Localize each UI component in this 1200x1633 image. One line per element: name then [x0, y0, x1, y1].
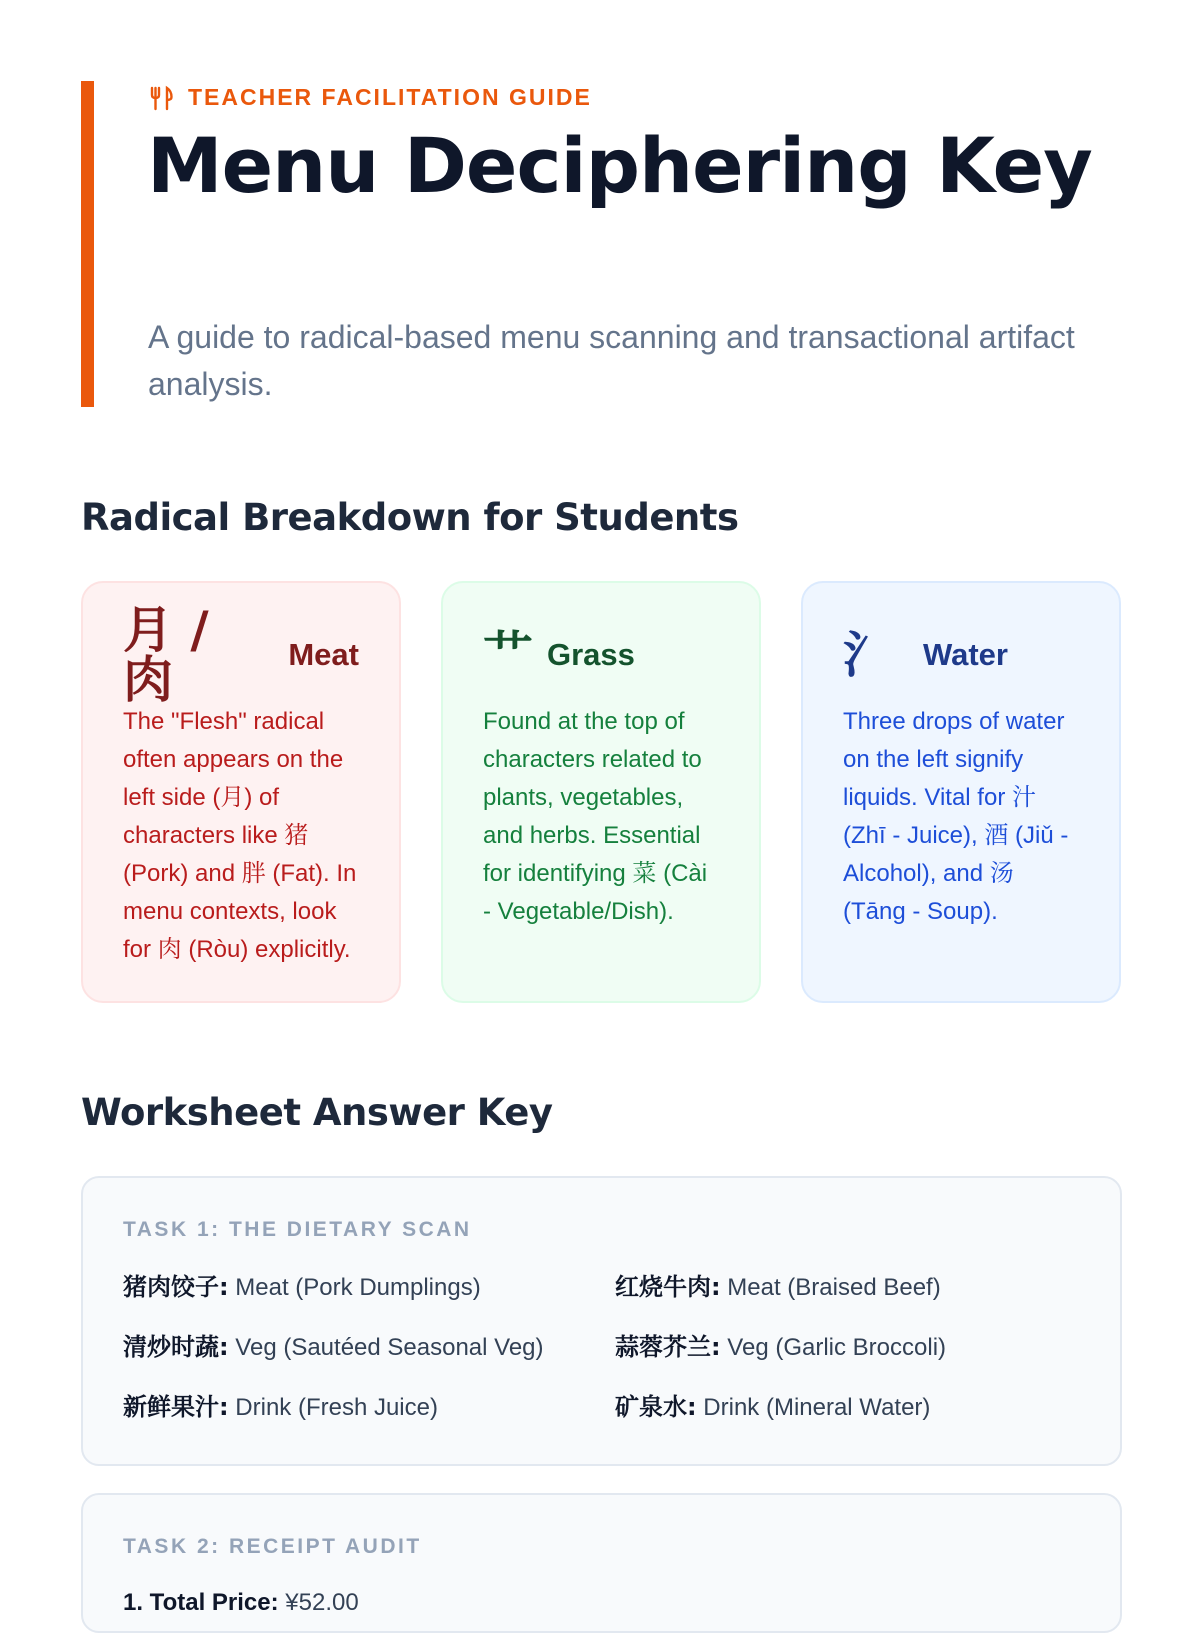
radical-card-grass — [441, 581, 761, 1003]
task-label: TASK 1: THE DIETARY SCAN — [123, 1218, 472, 1241]
accent-bar — [81, 81, 94, 407]
receipt-line: 1. Total Price: ¥52.00 — [123, 1589, 359, 1616]
page-header — [81, 81, 1131, 407]
answer-item: 清炒时蔬: Veg (Sautéed Seasonal Veg) — [123, 1333, 544, 1361]
radical-card-water — [801, 581, 1121, 1003]
answer-item: 新鲜果汁: Drink (Fresh Juice) — [123, 1393, 438, 1421]
radical-description: The "Flesh" radical often appears on the left side (月) of characters like 猪 (Pork) and 胖 (Fat). In menu contexts, look for 肉 (Ròu) explicitly. — [123, 708, 357, 963]
radical-description: Three drops of water on the left signify liquids. Vital for 汁 (Zhī - Juice), 酒 (Jiǔ - Alcohol), and 汤 (Tāng - Soup). — [843, 708, 1069, 925]
radical-glyph: 月 / 肉 — [123, 601, 209, 709]
radical-card-meat — [81, 581, 401, 1003]
task-1-box — [81, 1176, 1122, 1466]
page-subtitle: A guide to radical-based menu scanning and transactional artifact analysis. — [148, 319, 1075, 402]
answer-item: 矿泉水: Drink (Mineral Water) — [615, 1393, 931, 1421]
radical-name: Water — [923, 637, 1008, 672]
radical-glyph: 氵 — [843, 626, 893, 684]
radical-name: Meat — [288, 637, 359, 672]
eyebrow-label: TEACHER FACILITATION GUIDE — [188, 84, 592, 110]
answer-item: 红烧牛肉: Meat (Braised Beef) — [615, 1273, 941, 1301]
answer-key-title: Worksheet Answer Key — [81, 1091, 553, 1134]
answer-grid — [123, 1270, 1080, 1425]
eyebrow — [148, 84, 592, 111]
page-title: Menu Deciphering Key — [147, 121, 1092, 210]
radical-name: Grass — [547, 637, 635, 672]
radical-glyph: 艹 — [483, 626, 533, 684]
answer-item: 蒜蓉芥兰: Veg (Garlic Broccoli) — [615, 1333, 947, 1361]
fork-knife-icon — [148, 85, 174, 111]
radicals-section-title: Radical Breakdown for Students — [81, 496, 739, 539]
task-label: TASK 2: RECEIPT AUDIT — [123, 1535, 422, 1558]
task-2-box — [81, 1493, 1122, 1633]
radical-description: Found at the top of characters related to plants, vegetables, and herbs. Essential for identifying 菜 (Cài - Vegetable/Dish). — [483, 708, 708, 925]
answer-item: 猪肉饺子: Meat (Pork Dumplings) — [123, 1273, 481, 1301]
